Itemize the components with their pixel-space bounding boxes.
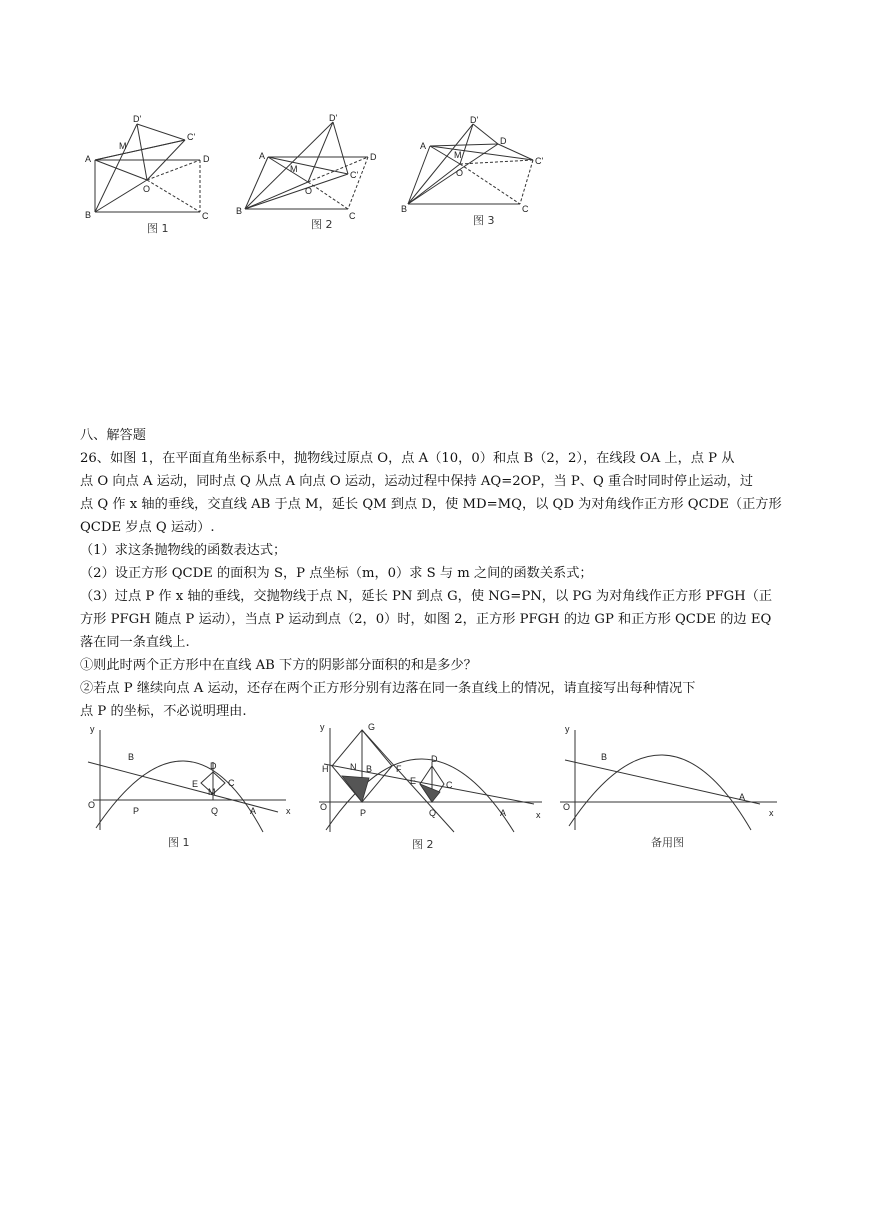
svg-text:C: C [349, 211, 356, 221]
top-figure-3 [398, 112, 548, 237]
svg-text:M: M [208, 787, 216, 797]
svg-text:Q: Q [429, 808, 437, 818]
svg-text:D: D [210, 761, 217, 771]
svg-text:D': D' [133, 114, 142, 124]
top-figure-2 [233, 112, 383, 237]
svg-text:M: M [454, 150, 462, 160]
svg-text:P: P [360, 808, 367, 818]
problem-block [80, 424, 796, 723]
top-figure-1 [85, 112, 225, 237]
svg-text:C: C [522, 204, 529, 214]
svg-text:D: D [500, 136, 507, 146]
svg-text:D: D [370, 152, 377, 162]
svg-text:C: C [202, 211, 209, 221]
svg-text:y: y [90, 724, 95, 734]
svg-text:O: O [88, 800, 96, 810]
svg-text:y: y [565, 724, 570, 734]
bottom-figure-1 [78, 722, 298, 857]
svg-text:O: O [320, 802, 328, 812]
svg-text:A: A [259, 151, 266, 161]
svg-text:x: x [286, 806, 291, 816]
svg-text:A: A [739, 792, 746, 802]
svg-text:F: F [396, 764, 402, 774]
top-caption-3: 图 3 [473, 214, 495, 227]
problem-line-12: 点 P 的坐标，不必说明理由. [80, 704, 247, 719]
svg-text:C': C' [535, 156, 544, 166]
svg-text:A: A [250, 806, 257, 816]
svg-text:D': D' [329, 113, 338, 123]
top-caption-1: 图 1 [147, 222, 169, 235]
svg-text:B: B [236, 206, 243, 216]
svg-text:C: C [228, 778, 235, 788]
bottom-figure-3 [555, 722, 785, 857]
problem-line-8: 方形 PFGH 随点 P 运动），当点 P 运动到点（2，0）时，如图 2，正方形 PFGH 的边 GP 和正方形 QCDE 的边 EQ [80, 612, 772, 627]
bottom-figure-2 [314, 722, 546, 857]
svg-text:O: O [563, 802, 571, 812]
bottom-caption-1: 图 1 [168, 836, 190, 849]
top-caption-2: 图 2 [311, 218, 333, 231]
svg-text:P: P [133, 806, 140, 816]
svg-text:M: M [290, 164, 298, 174]
svg-text:D: D [431, 754, 438, 764]
problem-line-9: 落在同一条直线上. [80, 635, 190, 650]
svg-text:D: D [203, 154, 210, 164]
svg-text:B: B [128, 752, 135, 762]
bottom-caption-2: 图 2 [412, 838, 434, 851]
svg-text:E: E [192, 779, 199, 789]
svg-text:x: x [769, 808, 774, 818]
svg-text:O: O [456, 168, 464, 178]
svg-text:G: G [368, 722, 376, 732]
svg-text:B: B [601, 752, 608, 762]
svg-text:O: O [143, 184, 151, 194]
svg-text:C': C' [187, 132, 196, 142]
problem-line-4: QCDE 岁点 Q 运动）. [80, 520, 215, 535]
svg-text:M: M [119, 141, 127, 151]
svg-text:E: E [410, 776, 417, 786]
svg-text:y: y [320, 722, 325, 732]
svg-text:D': D' [470, 115, 479, 125]
problem-line-3: 点 Q 作 x 轴的垂线，交直线 AB 于点 M，延长 QM 到点 D，使 MD=MQ，以 QD 为对角线作正方形 QCDE（正方形 [80, 497, 782, 512]
svg-text:B: B [366, 764, 373, 774]
problem-line-1: 26、如图 1，在平面直角坐标系中，抛物线过原点 O，点 A（10，0）和点 B（2，2），在线段 OA 上，点 P 从 [80, 451, 735, 466]
svg-text:A: A [420, 141, 427, 151]
svg-text:C: C [446, 780, 453, 790]
svg-text:C': C' [350, 170, 359, 180]
problem-line-11: ②若点 P 继续向点 A 运动，还存在两个正方形分别有边落在同一条直线上的情况，请直接写出每种情况下 [80, 681, 696, 696]
svg-text:B: B [85, 210, 92, 220]
problem-line-7: （3）过点 P 作 x 轴的垂线，交抛物线于点 N，延长 PN 到点 G，使 NG=PN，以 PG 为对角线作正方形 PFGH（正 [80, 589, 773, 604]
problem-line-5: （1）求这条抛物线的函数表达式； [80, 543, 287, 558]
section-heading: 八、解答题 [80, 428, 146, 443]
svg-text:H: H [322, 764, 329, 774]
svg-text:A: A [500, 808, 507, 818]
svg-text:Q: Q [211, 806, 219, 816]
problem-line-2: 点 O 向点 A 运动，同时点 Q 从点 A 向点 O 运动，运动过程中保持 AQ=2OP，当 P、Q 重合时同时停止运动，过 [80, 474, 754, 489]
problem-line-6: （2）设正方形 QCDE 的面积为 S，P 点坐标（m，0）求 S 与 m 之间的函数关系式； [80, 566, 593, 581]
bottom-caption-3: 备用图 [651, 836, 684, 849]
svg-text:N: N [350, 762, 357, 772]
svg-text:B: B [401, 204, 408, 214]
svg-text:x: x [536, 810, 541, 820]
svg-text:O: O [305, 186, 313, 196]
problem-line-10: ①则此时两个正方形中在直线 AB 下方的阴影部分面积的和是多少？ [80, 658, 477, 673]
svg-text:A: A [85, 154, 92, 164]
